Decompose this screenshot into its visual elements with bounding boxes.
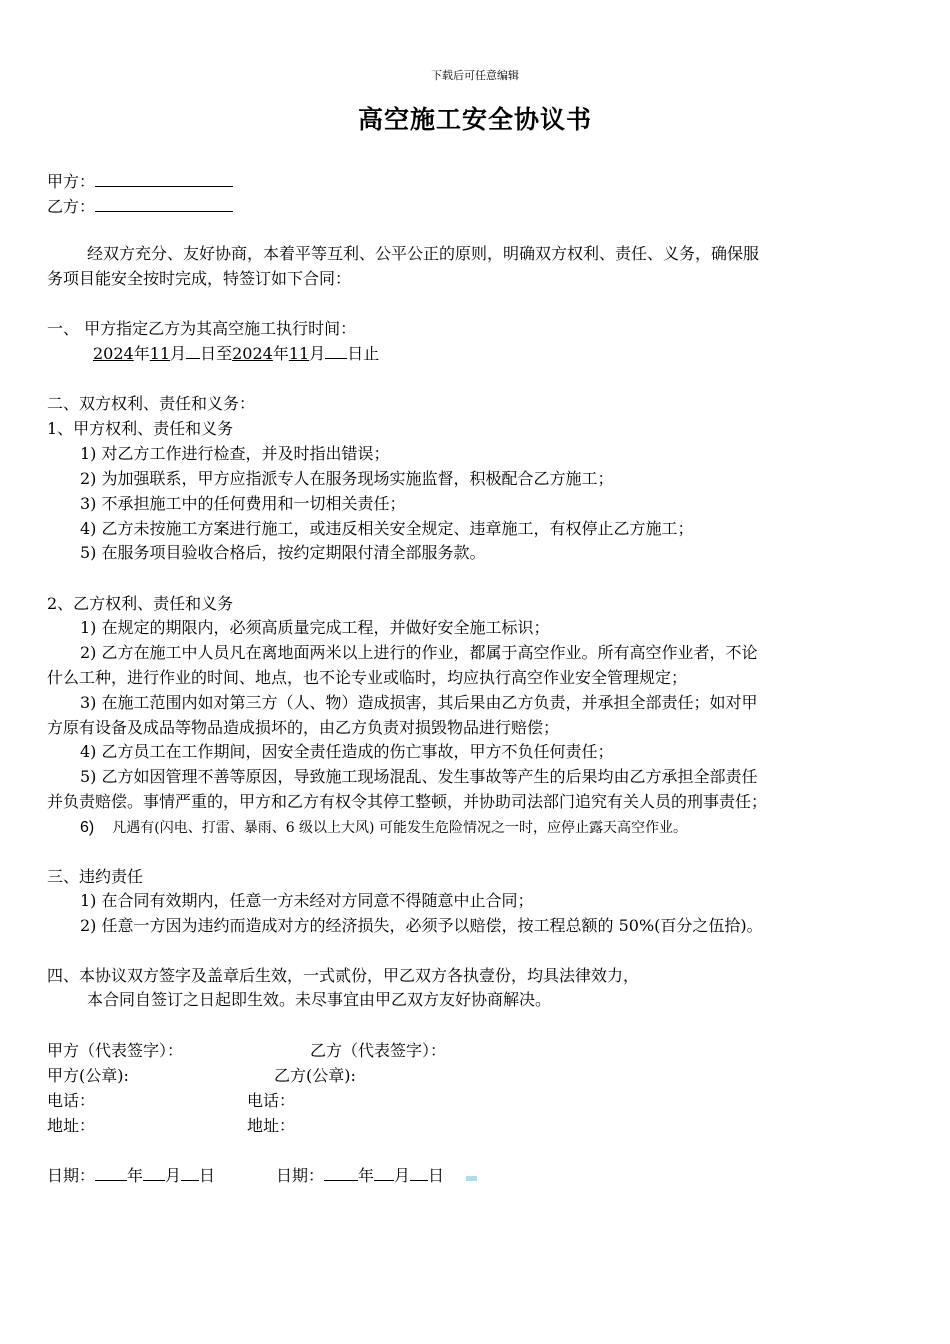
- party-b-duty-3-line-1: 3) 在施工范围内如对第三方（人、物）造成损害，其后果由乙方负责，并承担全部责任；如对甲: [80, 693, 758, 712]
- party-a-date-day-blank[interactable]: [181, 1164, 199, 1181]
- party-b-duty-5-line-2: 并负责赔偿。事情严重的，甲方和乙方有权令其停工整顿，并协助司法部门追究有关人员的刑事责任；: [47, 792, 768, 811]
- breach-clause-2: 2) 任意一方因为违约而造成对方的经济损失，必须予以赔偿，按工程总额的 50%(百分之伍拾)。: [80, 916, 763, 935]
- intro-line-1: 经双方充分、友好协商，本着平等互利、公平公正的原则，明确双方权利、责任、义务，确保服: [87, 244, 760, 263]
- party-a-duty-5: 5) 在服务项目验收合格后，按约定期限付清全部服务款。: [80, 543, 486, 562]
- party-b-date: 日期： 年 月 日: [276, 1166, 445, 1185]
- header-note: 下载后可任意编辑: [431, 69, 519, 82]
- section-4-line-1: 四、本协议双方签字及盖章后生效，一式贰份，甲乙双方各执壹份，均具法律效力，: [47, 966, 640, 985]
- party-a-address: 地址：: [47, 1116, 96, 1135]
- party-b-date-year-blank[interactable]: [324, 1164, 358, 1181]
- party-a-duty-2: 2) 为加强联系，甲方应指派专人在服务现场实施监督，积极配合乙方施工；: [80, 469, 614, 488]
- end-year: 2024: [232, 344, 273, 363]
- party-b-duty-2-line-1: 2) 乙方在施工中人员凡在离地面两米以上进行的作业，都属于高空作业。所有高空作业者，不论: [80, 643, 758, 662]
- end-month: 11: [288, 344, 310, 363]
- party-b-duty-6: [80, 816, 687, 839]
- breach-clause-1: 1) 在合同有效期内，任意一方未经对方同意不得随意中止合同；: [80, 891, 534, 910]
- party-b-duties-heading: 2、乙方权利、责任和义务: [47, 594, 234, 613]
- party-a-blank[interactable]: [95, 170, 233, 187]
- party-a-label: 甲方：: [47, 172, 96, 191]
- party-a-rep-signature: 甲方（代表签字）：: [47, 1041, 184, 1060]
- execution-period: 2024年11月 日至2024年11月 日止: [93, 344, 380, 363]
- party-a-date-year-blank[interactable]: [95, 1164, 127, 1181]
- party-b-label: 乙方：: [47, 197, 96, 216]
- party-b-date-month-blank[interactable]: [374, 1164, 394, 1181]
- section-1-heading: 一、 甲方指定乙方为其高空施工执行时间：: [47, 319, 357, 338]
- party-a-date: 日期： 年 月 日: [47, 1166, 216, 1185]
- start-day-blank[interactable]: [186, 342, 200, 359]
- party-b-address: 地址：: [247, 1116, 296, 1135]
- party-b-duty-4: 4) 乙方员工在工作期间，因安全责任造成的伤亡事故，甲方不负任何责任；: [80, 742, 614, 761]
- party-b-duty-5-line-1: 5) 乙方如因管理不善等原因，导致施工现场混乱、发生事故等产生的后果均由乙方承担全部责任: [80, 767, 758, 786]
- party-a-duties-heading: 1、甲方权利、责任和义务: [47, 419, 234, 438]
- party-b-seal: 乙方(公章):: [274, 1066, 356, 1085]
- document-title: 高空施工安全协议书: [357, 105, 592, 134]
- party-b-duty-2-line-2: 什么工种，进行作业的时间、地点，也不论专业或临时，均应执行高空作业安全管理规定；: [47, 668, 688, 687]
- section-2-heading: 二、双方权利、责任和义务：: [47, 394, 256, 413]
- party-b-date-day-blank[interactable]: [410, 1164, 428, 1181]
- end-day-blank[interactable]: [325, 342, 347, 359]
- party-b-blank[interactable]: [95, 195, 233, 212]
- party-b-duty-1: 1) 在规定的期限内，必须高质量完成工程，并做好安全施工标识；: [80, 618, 550, 637]
- section-4-line-2: 本合同自签订之日起即生效。未尽事宜由甲乙双方友好协商解决。: [87, 990, 552, 1009]
- intro-line-2: 务项目能安全按时完成，特签订如下合同：: [47, 269, 352, 288]
- party-a-date-month-blank[interactable]: [143, 1164, 165, 1181]
- party-a-duty-3: 3) 不承担施工中的任何费用和一切相关责任；: [80, 494, 406, 513]
- party-b-duty-3-line-2: 方原有设备及成品等物品造成损坏的，由乙方负责对损毁物品进行赔偿；: [47, 718, 560, 737]
- party-a-duty-4: 4) 乙方未按施工方案进行施工，或违反相关安全规定、违章施工，有权停止乙方施工；: [80, 519, 694, 538]
- highlight-mark: [466, 1176, 477, 1181]
- party-b-line: [47, 195, 233, 218]
- party-a-line: [47, 170, 233, 193]
- start-year: 2024: [93, 344, 134, 363]
- party-b-phone: 电话：: [247, 1091, 296, 1110]
- start-month: 11: [149, 344, 171, 363]
- party-b-duty-6-text: 凡遇有(闪电、打雷、暴雨、6 级以上大风) 可能发生危险情况之一时，应停止露天高空作业。: [112, 820, 687, 836]
- party-a-phone: 电话：: [47, 1091, 96, 1110]
- party-b-duty-6-number: 6): [80, 819, 95, 836]
- party-b-rep-signature: 乙方（代表签字）：: [310, 1041, 447, 1060]
- party-a-seal: 甲方(公章):: [47, 1066, 129, 1085]
- party-a-duty-1: 1) 对乙方工作进行检查，并及时指出错误；: [80, 444, 390, 463]
- section-3-heading: 三、违约责任: [47, 867, 144, 886]
